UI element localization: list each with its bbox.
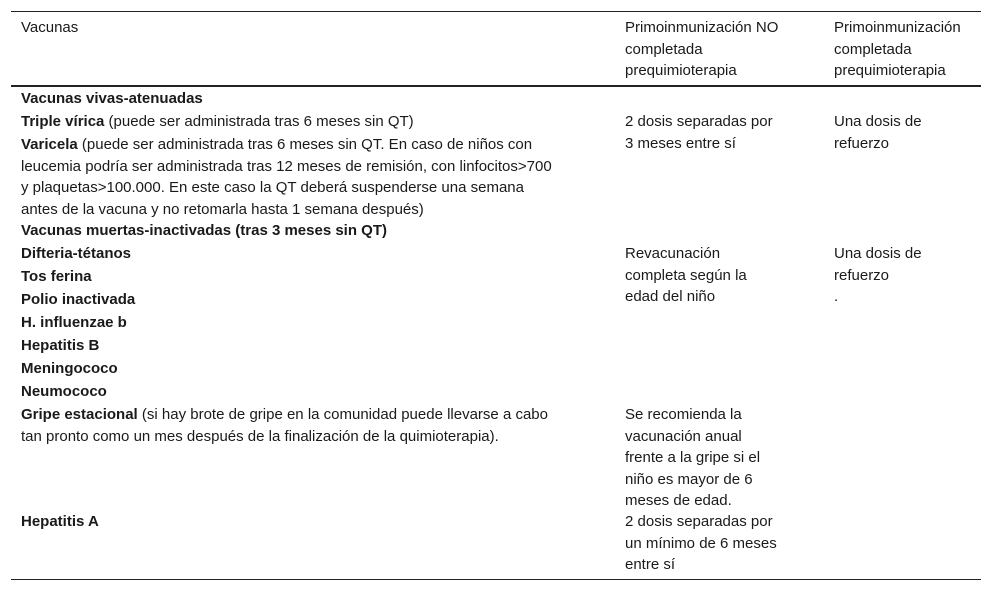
hepa-no-completada-cell: 2 dosis separadas por un mínimo de 6 meses entre sí bbox=[625, 513, 777, 573]
list-item: Hepatitis B bbox=[21, 337, 100, 354]
list-item: Tos ferina bbox=[21, 268, 92, 285]
table-top-rule bbox=[11, 11, 981, 12]
row-gripe-estacional: Gripe estacional (si hay brote de gripe en la comunidad puede llevarse a cabo tan pronto como un mes después de la finalización de la quimioterapia). bbox=[21, 406, 548, 445]
section-heading-killed: Vacunas muertas-inactivadas (tras 3 meses sin QT) bbox=[21, 222, 387, 239]
killed-completada-cell: Una dosis de refuerzo . bbox=[834, 245, 922, 305]
header-no-completada: Primoinmunización NO completada prequimioterapia bbox=[625, 19, 779, 79]
killed-no-completada-cell: Revacunación completa según la edad del niño bbox=[625, 245, 747, 305]
vaccine-table bbox=[11, 11, 981, 581]
list-item: Neumococo bbox=[21, 383, 107, 400]
live-no-completada-cell: 2 dosis separadas por 3 meses entre sí bbox=[625, 113, 773, 152]
row-varicela: Varicela (puede ser administrada tras 6 meses sin QT. En caso de niños con leucemia podría ser administrada tras 12 meses de remisión, con linfocitos>700 y plaquetas>100.000. En este caso la QT deberá suspenderse una semana antes de la vacuna y no retomarla hasta 1 semana después) bbox=[21, 136, 552, 218]
list-item: Polio inactivada bbox=[21, 291, 136, 308]
killed-items-list bbox=[21, 243, 611, 404]
list-item: Difteria-tétanos bbox=[21, 245, 132, 262]
row-hepatitis-a: Hepatitis A bbox=[21, 513, 99, 530]
table-bottom-rule bbox=[11, 579, 981, 580]
section-heading-live: Vacunas vivas-atenuadas bbox=[21, 90, 203, 107]
flu-no-completada-cell: Se recomienda la vacunación anual frente a la gripe si el niño es mayor de 6 meses de edad. bbox=[625, 406, 761, 509]
list-item: H. influenzae b bbox=[21, 314, 127, 331]
header-completada: Primoinmunización completada prequimioterapia bbox=[834, 19, 961, 79]
list-item: Meningococo bbox=[21, 360, 118, 377]
header-vacunas: Vacunas bbox=[21, 19, 79, 36]
header-bottom-rule bbox=[11, 85, 981, 87]
live-completada-cell: Una dosis de refuerzo bbox=[834, 113, 922, 152]
row-triple-virica: Triple vírica (puede ser administrada tras 6 meses sin QT) bbox=[21, 113, 414, 130]
